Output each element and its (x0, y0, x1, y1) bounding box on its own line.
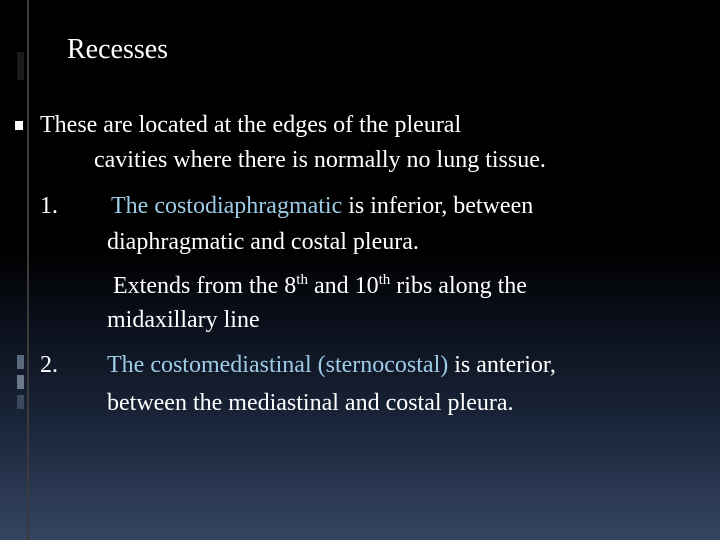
intro-line-1: These are located at the edges of the pleural (40, 112, 462, 138)
list-number-1: 1. (40, 193, 58, 219)
item-2-term: The costomediastinal (sternocostal) (107, 352, 449, 378)
slide-title: Recesses (67, 34, 169, 65)
intro-bullet (0, 107, 720, 143)
extends-text-b: and 10 (307, 273, 379, 299)
left-divider-line (27, 0, 29, 540)
item-1-line-1 (111, 188, 533, 224)
list-number-2: 2. (40, 352, 58, 378)
decorative-bar-2 (17, 375, 24, 389)
extends-text-c: ribs along the (390, 273, 527, 299)
item-2-line-1 (107, 347, 556, 383)
item-1-line-2: diaphragmatic and costal pleura. (107, 229, 419, 255)
item-1-extends-line (113, 268, 527, 304)
item-1-line-1-rest: is inferior, between (342, 193, 534, 219)
item-1-term: The costodiaphragmatic (111, 193, 343, 219)
square-bullet-icon (15, 121, 23, 130)
item-2-line-1-rest: is anterior, (448, 352, 556, 378)
item-2-line-2: between the mediastinal and costal pleura. (107, 390, 514, 416)
decorative-bar-top (17, 52, 24, 80)
decorative-bar-1 (17, 355, 24, 369)
intro-line-2: cavities where there is normally no lung tissue. (94, 147, 546, 173)
extends-text-a: Extends from the 8 (113, 273, 297, 299)
superscript-th-2: th (378, 272, 391, 288)
decorative-bar-3 (17, 395, 24, 409)
superscript-th-1: th (296, 272, 308, 288)
item-1-line-4: midaxillary line (107, 307, 260, 333)
